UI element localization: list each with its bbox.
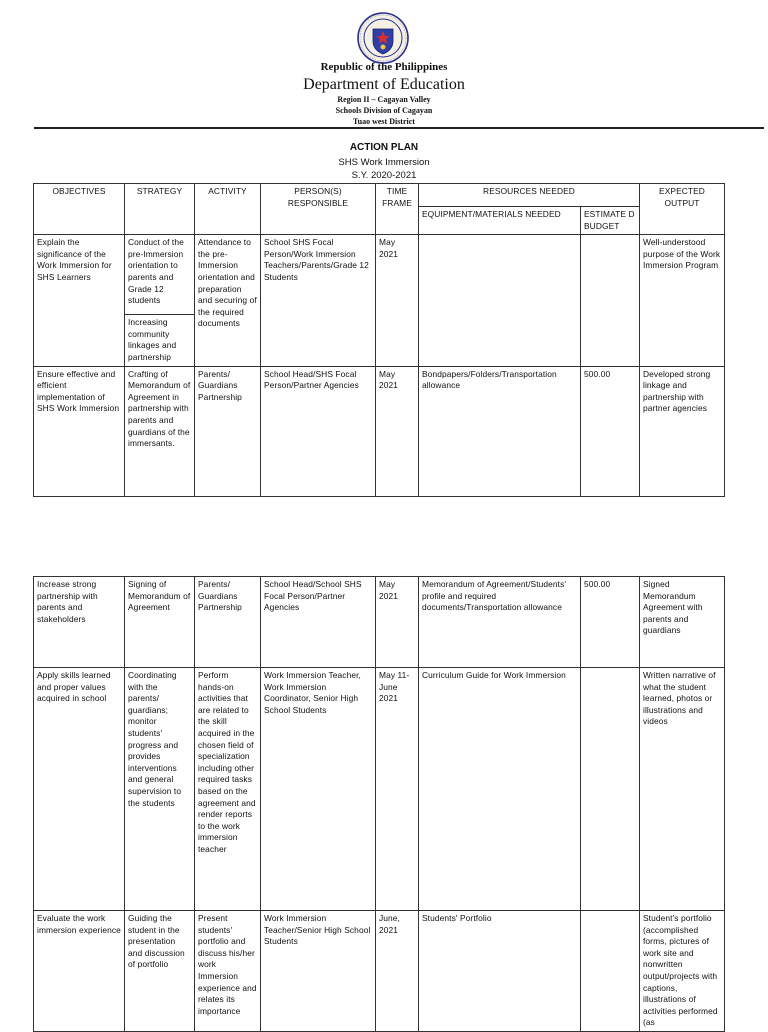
document-subtitle: SHS Work Immersion [338,157,430,168]
row1-activity: Attendance to the pre-Immersion orientation and preparation and securing of the required documents [195,235,261,366]
division-text: Schools Division of Cagayan [335,106,433,115]
header-budget: ESTIMATE D BUDGET [581,207,640,235]
row2-equipment: Bondpapers/Folders/Transportation allowance [419,366,581,496]
row1-persons: School SHS Focal Person/Work Immersion Teachers/Parents/Grade 12 Students [261,235,376,366]
row5-strategy: Guiding the student in the presentation and discussion of portfolio [125,911,195,1032]
header-strategy: STRATEGY [125,184,195,235]
row5-persons: Work Immersion Teacher/Senior High School Students [261,911,376,1032]
row2-objective: Ensure effective and efficient implementation of SHS Work Immersion [34,366,125,496]
row4-budget [581,668,640,911]
row5-activity: Present students' portfolio and discuss his/her work Immersion experience and relates its importance [195,911,261,1032]
row2-activity: Parents/ Guardians Partnership [195,366,261,496]
row5-budget [581,911,640,1032]
row1-time: May 2021 [376,235,419,366]
header-objectives: OBJECTIVES [34,184,125,235]
row4-objective: Apply skills learned and proper values acquired in school [34,668,125,911]
row1-output: Well-understood purpose of the Work Immersion Program [640,235,725,366]
header-divider [34,127,764,129]
row3-output: Signed Memorandum Agreement with parents and guardians [640,577,725,668]
action-plan-table-bottom [33,576,725,1032]
row4-equipment: Curriculum Guide for Work Immersion [419,668,581,911]
row4-output: Written narrative of what the student learned, photos or illustrations and videos [640,668,725,911]
row4-time: May 11- June 2021 [376,668,419,911]
row1-strategy-b: Increasing community linkages and partnership [125,315,195,366]
row5-output: Student's portfolio (accomplished forms, pictures of work site and nonwritten output/projects with captions, illustrations of activities performed (as [640,911,725,1032]
row3-strategy: Signing of Memorandum of Agreement [125,577,195,668]
republic-text: Republic of the Philippines [320,61,448,73]
row1-objective: Explain the significance of the Work Immersion for SHS Learners [34,235,125,366]
header-time-frame: TIME FRAME [376,184,419,235]
row2-time: May 2021 [376,366,419,496]
district-text: Tuao west District [353,117,415,126]
row2-persons: School Head/SHS Focal Person/Partner Agencies [261,366,376,496]
row5-time: June, 2021 [376,911,419,1032]
deped-seal-logo [357,12,409,64]
row3-equipment: Memorandum of Agreement/Students' profile and required documents/Transportation allowance [419,577,581,668]
row3-objective: Increase strong partnership with parents and stakeholders [34,577,125,668]
header-expected-output: EXPECTED OUTPUT [640,184,725,235]
row4-strategy: Coordinating with the parents/ guardians; monitor students' progress and provides interventions and general supervision to the students [125,668,195,911]
row2-budget: 500.00 [581,366,640,496]
row3-activity: Parents/ Guardians Partnership [195,577,261,668]
row5-equipment: Students' Portfolio [419,911,581,1032]
row3-persons: School Head/School SHS Focal Person/Partner Agencies [261,577,376,668]
row3-time: May 2021 [376,577,419,668]
row1-strategy-a: Conduct of the pre-Immersion orientation to parents and Grade 12 students [125,235,195,315]
row2-strategy: Crafting of Memorandum of Agreement in partnership with parents and guardians of the immersants. [125,366,195,496]
region-text: Region II – Cagayan Valley [337,95,431,104]
document-title: ACTION PLAN [349,142,419,153]
row3-budget: 500.00 [581,577,640,668]
row1-budget [581,235,640,366]
school-year: S.Y. 2020-2021 [351,170,417,181]
action-plan-table-top [33,183,725,497]
row4-activity: Perform hands-on activities that are related to the skill acquired in the chosen field of specialization including other required tasks based on the agreement and render reports to the work immersion teacher [195,668,261,911]
header-activity: ACTIVITY [195,184,261,235]
header-equipment: EQUIPMENT/MATERIALS NEEDED [419,207,581,235]
department-name: Department of Education [303,76,465,93]
row4-persons: Work Immersion Teacher, Work Immersion Coordinator, Senior High School Students [261,668,376,911]
header-persons: PERSON(S) RESPONSIBLE [261,184,376,235]
row5-objective: Evaluate the work immersion experience [34,911,125,1032]
row2-output: Developed strong linkage and partnership with partner agencies [640,366,725,496]
header-resources: RESOURCES NEEDED [419,184,640,207]
row1-equipment [419,235,581,366]
